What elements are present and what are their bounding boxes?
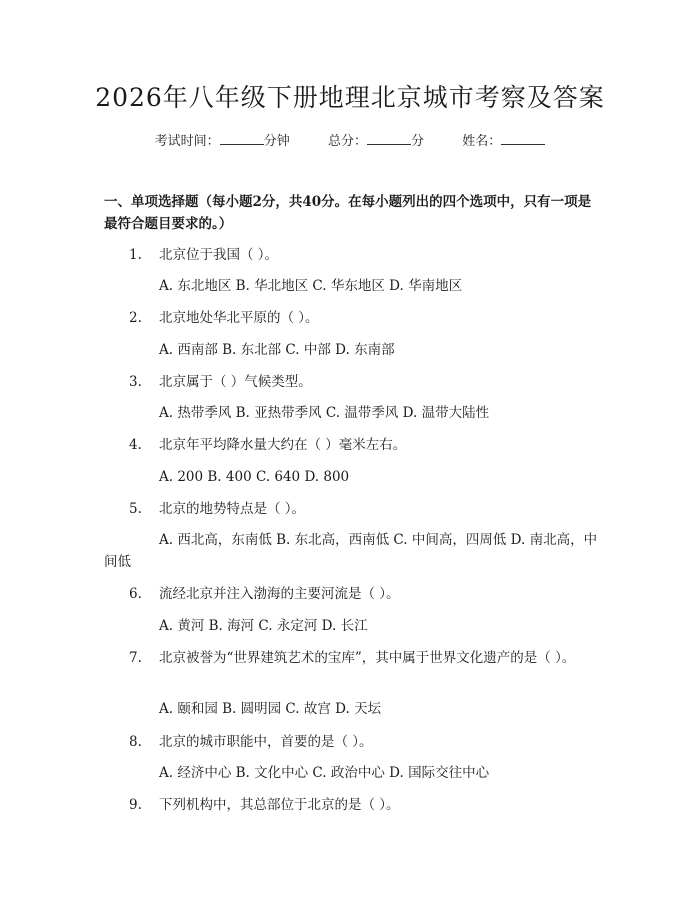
- options-text: A. 黄河 B. 海河 C. 永定河 D. 长江: [159, 618, 368, 634]
- time-blank: [220, 132, 264, 145]
- question-number: 1.: [129, 247, 142, 263]
- section-heading: 一、单项选择题（每小题2分，共40分。在每小题列出的四个选项中，只有一项是最符合题目要求的。）: [104, 194, 592, 232]
- score-label: 总分：: [327, 134, 367, 149]
- question-stem: 北京属于（ ）气候类型。: [159, 374, 312, 390]
- question-number: 2.: [129, 310, 142, 326]
- question-1-options: [104, 275, 604, 297]
- question-stem: 流经北京并注入渤海的主要河流是（ ）。: [159, 586, 400, 602]
- options-text: A. 东北地区 B. 华北地区 C. 华东地区 D. 华南地区: [159, 278, 463, 294]
- question-5-options: [104, 529, 604, 573]
- question-stem: 北京被誉为“世界建筑艺术的宝库”，其中属于世界文化遗产的是（ ）。: [159, 650, 576, 666]
- question-6-options: [104, 615, 604, 637]
- question-number: 8.: [129, 734, 142, 750]
- options-text: A. 200 B. 400 C. 640 D. 800: [159, 469, 350, 485]
- question-stem: 北京的地势特点是（ ）。: [159, 501, 306, 517]
- question-3-options: [104, 402, 604, 424]
- question-number: 6.: [129, 586, 142, 602]
- question-7-options: [104, 698, 604, 720]
- question-number: 3.: [129, 374, 142, 390]
- name-blank: [501, 132, 545, 145]
- score-unit: 分: [411, 134, 425, 149]
- question-number: 4.: [129, 437, 142, 453]
- time-label: 考试时间：: [154, 134, 220, 149]
- question-4-options: [104, 466, 604, 488]
- question-number: 9.: [129, 797, 142, 813]
- page-title: 2026年八年级下册地理北京城市考察及答案: [95, 83, 605, 112]
- options-text: A. 经济中心 B. 文化中心 C. 政治中心 D. 国际交往中心: [159, 765, 490, 781]
- question-8-options: [104, 762, 604, 784]
- question-stem: 北京年平均降水量大约在（ ）毫米左右。: [159, 437, 407, 453]
- question-stem: 北京地处华北平原的（ ）。: [159, 310, 319, 326]
- exam-meta: [0, 132, 700, 151]
- options-text: A. 西南部 B. 东北部 C. 中部 D. 东南部: [159, 342, 395, 358]
- options-text: A. 西北高，东南低 B. 东北高，西南低 C. 中间高，四周低 D. 南北高，中间低: [104, 532, 598, 570]
- time-unit: 分钟: [263, 134, 290, 149]
- question-7: [104, 647, 604, 669]
- question-stem: 北京的城市职能中，首要的是（ ）。: [159, 734, 373, 750]
- options-text: A. 颐和园 B. 圆明园 C. 故宫 D. 天坛: [159, 701, 382, 717]
- name-label: 姓名：: [462, 134, 502, 149]
- question-stem: 北京位于我国（ ）。: [159, 247, 279, 263]
- question-stem: 下列机构中，其总部位于北京的是（ ）。: [159, 797, 400, 813]
- question-number: 5.: [129, 501, 142, 517]
- score-blank: [367, 132, 411, 145]
- question-2-options: [104, 339, 604, 361]
- options-text: A. 热带季风 B. 亚热带季风 C. 温带季风 D. 温带大陆性: [159, 405, 490, 421]
- question-number: 7.: [129, 650, 142, 666]
